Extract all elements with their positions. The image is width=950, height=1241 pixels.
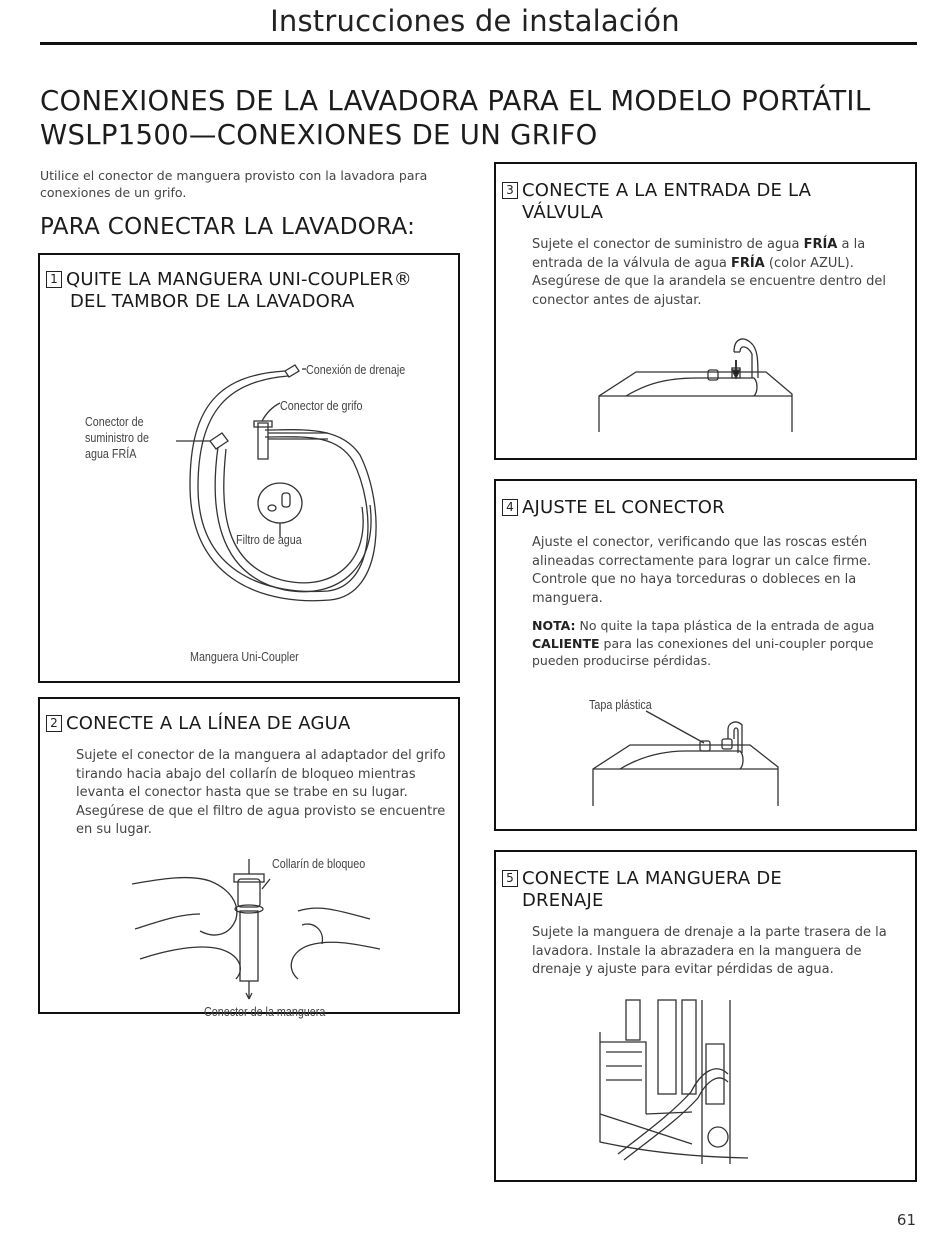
caption-faucet-connector: Conector de grifo: [280, 399, 363, 413]
step-3-body-c: a la entrada de la válvula de agua: [532, 237, 866, 271]
caption-drain-connection: Conexión de drenaje: [306, 363, 406, 377]
step-5-title-line2: DRENAJE: [522, 890, 604, 911]
step-2-title-text: CONECTE A LA LÍNEA DE AGUA: [66, 713, 351, 734]
connector-tighten-illustration: [496, 481, 919, 833]
step-2-number: 2: [46, 715, 62, 732]
caption-hose-connector: Conector de la manguera: [204, 1005, 326, 1019]
step-1-number: 1: [46, 271, 62, 288]
caption-supply-3: agua FRÍA: [85, 447, 137, 461]
step-2-box: [38, 697, 460, 1019]
caption-supply-2: suministro de: [85, 431, 149, 445]
step-3-body-e: (color AZUL). Asegúrese de que la arandela se encuentre dentro del conector antes de ajustar.: [532, 255, 886, 308]
caption-locking-collar: Collarín de bloqueo: [272, 857, 366, 871]
step-4-number: 4: [502, 499, 518, 516]
step-4-note-c: para las conexiones del uni-coupler porque pueden producirse pérdidas.: [532, 635, 874, 668]
caption-uni-coupler-hose: Manguera Uni-Coupler: [190, 650, 299, 664]
step-4-title-text: AJUSTE EL CONECTOR: [522, 497, 725, 518]
caption-plastic-cap: Tapa plástica: [589, 698, 652, 712]
step-5-box: [494, 850, 917, 1182]
step-5-body: Sujete la manguera de drenaje a la parte trasera de la lavadora. Instale la abrazadera en la manguera de drenaje y ajuste para evitar pérdidas de agua.: [532, 925, 887, 977]
intro-text: Utilice el conector de manguera provisto con la lavadora para conexiones de un grifo.: [40, 168, 428, 200]
caption-water-filter: Filtro de agua: [236, 533, 302, 547]
step-3-box: [494, 162, 917, 460]
page-number: 61: [896, 1211, 916, 1229]
step-5-number: 5: [502, 870, 518, 887]
step-4-body: Ajuste el conector, verificando que las roscas estén alineadas correctamente para lograr un calce firme. Controle que no haya torceduras o dobleces en la manguera.: [532, 535, 872, 606]
step-4-box: [494, 479, 917, 831]
step-5-title-line1: CONECTE LA MANGUERA DE: [522, 868, 782, 889]
step-3-number: 3: [502, 182, 518, 199]
header-rule: [40, 42, 917, 45]
step-3-title-line1: CONECTE A LA ENTRADA DE LA: [522, 180, 812, 201]
step-3-title-line2: VÁLVULA: [522, 202, 604, 223]
step-2-body: Sujete el conector de la manguera al adaptador del grifo tirando hacia abajo del collarín de bloqueo mientras levanta el conector hasta que se trabe en su lugar. Asegúrese de que el filtro de agua provisto se encuentre en su lugar.: [76, 748, 446, 837]
step-4-note-a: No quite la tapa plástica de la entrada de agua: [575, 618, 875, 633]
drain-hose-illustration: [496, 852, 919, 1184]
step-3-body-a: Sujete el conector de suministro de agua: [532, 237, 804, 252]
page-header-title: Instrucciones de instalación: [270, 4, 680, 38]
main-title: [40, 84, 920, 152]
section-heading: PARA CONECTAR LA LAVADORA:: [40, 214, 416, 240]
hands-connector-illustration: [40, 699, 462, 1016]
step-4-note-label: NOTA:: [532, 618, 576, 633]
step-1-title-line1: QUITE LA MANGUERA UNI-COUPLER®: [66, 269, 412, 290]
valve-inlet-illustration: [496, 164, 919, 462]
main-title-line2: WSLP1500—CONEXIONES DE UN GRIFO: [40, 119, 598, 151]
step-4-note-hot: CALIENTE: [532, 635, 600, 651]
step-3-body-cold-1: FRÍA: [803, 237, 838, 252]
step-1-box: [38, 253, 460, 683]
step-1-title-line2: DEL TAMBOR DE LA LAVADORA: [70, 291, 355, 312]
uni-coupler-hose-illustration: [40, 255, 462, 685]
main-title-line1: CONEXIONES DE LA LAVADORA PARA EL MODELO PORTÁTIL: [40, 85, 871, 117]
step-3-body-cold-2: FRÍA: [730, 255, 765, 271]
caption-supply-1: Conector de: [85, 415, 144, 429]
